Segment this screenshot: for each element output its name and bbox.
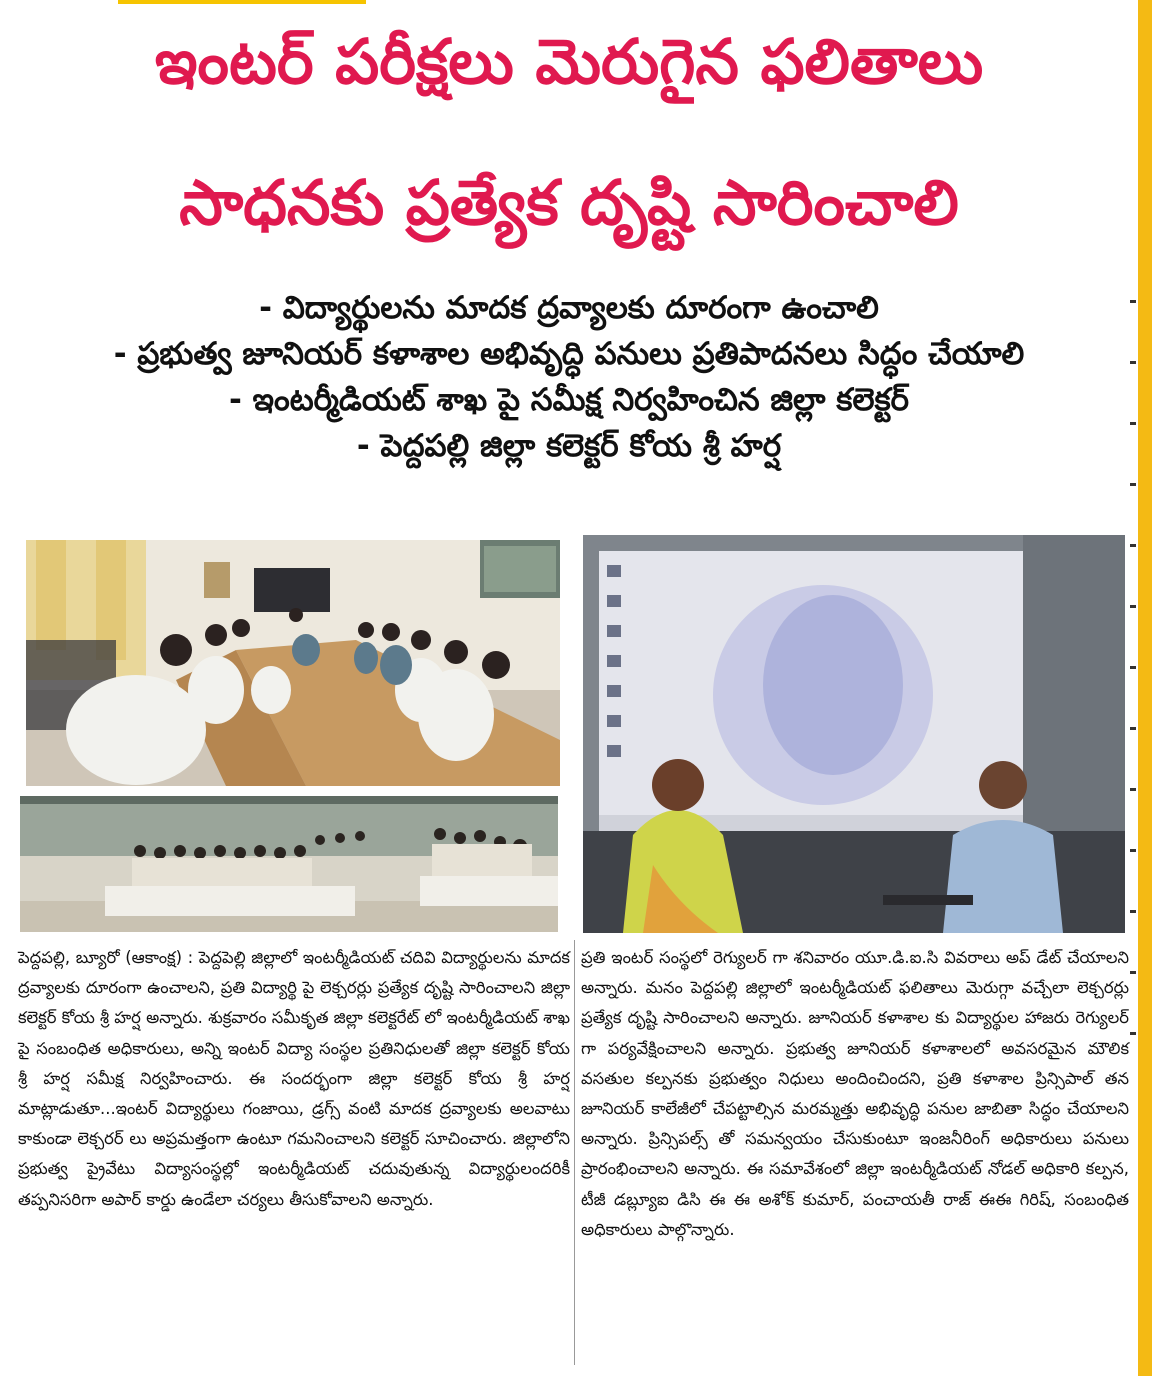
right-accent-strip	[1138, 0, 1152, 1376]
subheading: - పెద్దపల్లి జిల్లా కలెక్టర్ కోయ శ్రీ హర్ష	[356, 428, 782, 464]
article-left-column	[18, 943, 570, 1215]
photo-presenters	[583, 535, 1125, 933]
subheading: - ప్రభుత్వ జూనియర్ కళాశాల అభివృద్ధి పనులు ప్రతిపాదనలు సిద్ధం చేయాలి	[113, 336, 1025, 372]
subheading: - విద్యార్థులను మాదక ద్రవ్యాలకు దూరంగా ఉంచాలి	[259, 290, 879, 326]
article-paragraph: పెద్దపల్లి, బ్యూరో (ఆకాంక్ష) : పెద్దపెల్లి జిల్లాలో ఇంటర్మీడియట్ చదివి విద్యార్థులను మాదక ద్రవ్యాలకు దూరంగా ఉంచాలని, ప్రతి విద్యార్థి పై లెక్చరర్లు ప్రత్యేక దృష్టి సారించాలని జిల్లా కలెక్టర్ కోయ శ్రీ హర్ష అన్నారు. శుక్రవారం సమీకృత జిల్లా కలెక్టరేట్ లో ఇంటర్మీడియట్ శాఖ పై సంబంధిత అధికారులు, అన్ని ఇంటర్ విద్యా సంస్థల ప్రతినిధులతో జిల్లా కలెక్టర్ కోయ శ్రీ హర్ష సమీక్ష నిర్వహించారు. ఈ సందర్భంగా జిల్లా కలెక్టర్ కోయ శ్రీ హర్ష మాట్లాడుతూ...ఇంటర్ విద్యార్థులు గంజాయి, డ్రగ్స్ వంటి మాదక ద్రవ్యాలకు అలవాటు కాకుండా లెక్చరర్ లు అప్రమత్తంగా ఉంటూ గమనించాలని కలెక్టర్ సూచించారు. జిల్లాలోని ప్రభుత్వ ప్రైవేటు విద్యాసంస్థల్లో ఇంటర్మీడియట్ చదువుతున్న విద్యార్థులందరికీ తప్పనిసరిగా అపార్ కార్డు ఉండేలా చర్యలు తీసుకోవాలని అన్నారు.	[18, 948, 570, 1209]
presenters-illustration	[583, 535, 1125, 933]
headline-line-1: ఇంటర్ పరీక్షలు మెరుగైన ఫలితాలు	[154, 25, 984, 98]
headline-line-2: సాధనకు ప్రత్యేక దృష్టి సారించాలి	[179, 166, 959, 239]
article-paragraph: ప్రతి ఇంటర్ సంస్థలో రెగ్యులర్ గా శనివారం యూ.డి.ఐ.సి వివరాలు అప్ డేట్ చేయాలని అన్నారు. మనం పెద్దపల్లి జిల్లాలో ఇంటర్మీడియట్ ఫలితాలు మెరుగ్గా వచ్చేలా లెక్చరర్లు ప్రత్యేక దృష్టి సారించాలని అన్నారు. జూనియర్ కళాశాల కు విద్యార్థుల హాజరు రెగ్యులర్ గా పర్యవేక్షించాలని అన్నారు. ప్రభుత్వ జూనియర్ కళాశాలలో అవసరమైన మౌలిక వసతుల కల్పనకు ప్రభుత్వం నిధులు అందించిందని, ప్రతి కళాశాల ప్రిన్సిపాల్ తన జూనియర్ కాలేజీలో చేపట్టాల్సిన మరమ్మత్తు అభివృద్ధి పనుల జాబితా సిద్ధం చేయాలని అన్నారు. ప్రిన్సిపల్స్ తో సమన్వయం చేసుకుంటూ ఇంజనీరింగ్ అధికారులు పనులు ప్రారంభించాలని అన్నారు. ఈ సమావేశంలో జిల్లా ఇంటర్మీడియట్ నోడల్ అధికారి కల్పన, టీజీ డబ్ల్యూఐ డిసి ఈ ఈ అశోక్ కుమార్, పంచాయతీ రాజ్ ఈఈ గిరిష్, సంబంధిత అధికారులు పాల్గొన్నారు.	[581, 948, 1129, 1239]
subheadings	[0, 285, 1138, 469]
audience-illustration	[20, 796, 558, 932]
photo-audience	[20, 796, 558, 932]
column-divider	[574, 940, 575, 1365]
meeting-room-illustration	[26, 540, 560, 786]
article-right-column	[581, 943, 1129, 1245]
photo-meeting-room	[26, 540, 560, 786]
top-accent-strip	[118, 0, 366, 4]
subheading: - ఇంటర్మీడియట్ శాఖ పై సమీక్ష నిర్వహించిన జిల్లా కలెక్టర్	[228, 382, 910, 418]
